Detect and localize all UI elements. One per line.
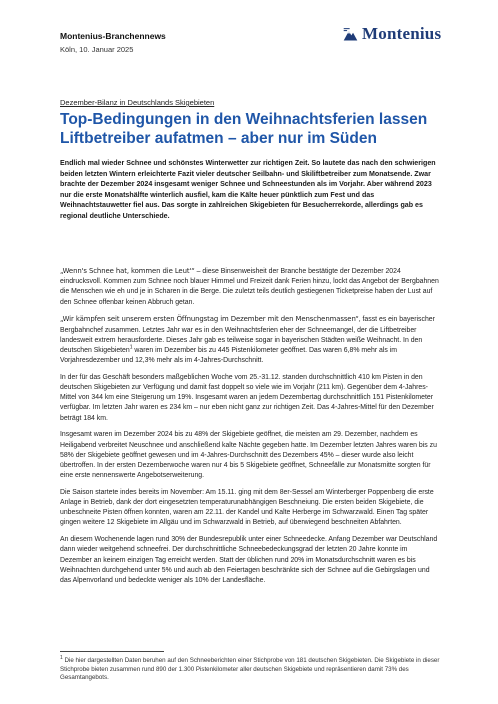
paragraph-2 (60, 314, 440, 366)
footnote-reference[interactable]: 1 (129, 344, 133, 351)
paragraph-3: In der für das Geschäft besonders maßgeblichen Woche vom 25.-31.12. standen durchschnittlich 410 km Pisten in den deutschen Skigebieten zur Verfügung und damit fast doppelt so viele wie im Vorjahr (211 km). Gegenüber dem 4-Jahres-Mittel von 344 km eine Steigerung um 19%. Insgesamt waren an jedem Dezembertag durchschnittlich 151 Pistenkilometer verfügbar. Im letzten Jahr waren es 234 km – nur eben nicht ganz zur richtigen Zeit. Das 4-Jahres-Mittel für den Dezember beträgt 184 km. (60, 373, 434, 422)
article-kicker: Dezember-Bilanz in Deutschlands Skigebieten (60, 98, 215, 107)
footnote-number: 1 (60, 654, 63, 661)
footnote-text: Die hier dargestellten Daten beruhen auf den Schneeberichten einer Stichprobe von 181 deutschen Skigebieten. Die Skigebiete in dieser Stichprobe bieten zusammen rund 890 der 1.300 Pistenkilometer aller deutschen Skigebiete und repräsentieren damit 73% des Gesamtangebots. (60, 657, 440, 682)
paragraph-4: Insgesamt waren im Dezember 2024 bis zu 48% der Skigebiete geöffnet, die meisten am 29. Dezember, nachdem es Heiligabend verbreitet Neuschnee und anschließend kalte Nächte gegeben hatte. Im Dezember letzten Jahres waren bis zu 58% der Skigebiete geöffnet gewesen und im 4-Jahres-Durchschnitt des Dezembers 45% – dieser wurde also leicht übertroffen. In der ersten Dezemberwoche waren nur 4 bis 5 Skigebiete geöffnet, Schneefälle zur Monatsmitte sorgten für eine erste nennenswerte Angebotserweiterung. (60, 431, 437, 480)
article-lead: Endlich mal wieder Schnee und schönstes Winterwetter zur richtigen Zeit. So lautete das nach den schwierigen beiden letzten Wintern erleichterte Fazit vieler deutscher Seilbahn- und Skiliftbetreiber zum Monatsende. Zwar brachte der Dezember 2024 insgesamt weniger Schnee und Schneestunden als im Vorjahr. Aber während 2023 nur die erste Monatshälfte winterlich ausfiel, kam die Kälte heuer pünktlich zum Fest und das Weihnachtstauwetter fiel aus. Das sorgte in zahlreichen Skigebieten für Besucherrekorde, allerdings gab es regional deutliche Unterschiede. (60, 159, 436, 220)
paragraph-5: Die Saison startete indes bereits im November: Am 15.11. ging mit dem 8er-Sessel am Winterberger Poppenberg die erste Anlage in Betrieb, dank der dort eingesetzten temperaturunabhängigen Beschneiung. Die ersten beiden Skigebiete, die unbeschneite Pisten öffnen konnten, waren am 22.11. der Kandel und Kalte Herberge im Schwarzwald. Einen Tag später gingen weitere 12 Skigebiete im Allgäu und im Schwarzwald in Betrieb, auf überwiegend beschneiten Abfahrten. (60, 488, 434, 527)
quote-1: „Wenn's Schnee hat, kommen die Leut'“ (60, 267, 195, 275)
dateline: Köln, 10. Januar 2025 (60, 45, 134, 54)
quote-2: „Wir kämpfen seit unserem ersten Öffnungstag im Dezember mit den Menschenmassen“ (60, 315, 359, 324)
montenius-logo (342, 24, 441, 44)
paragraph-1-text: – diese Binsenweisheit der Branche bestätigte der Dezember 2024 eindrucksvoll. Kommen zum Schnee noch blauer Himmel und Freizeit dank Ferien hinzu, lockt das Angebot der Bergbahnen die Menschen wie eh und je in Scharen in die Berge. Die zuletzt teils deutlich gestiegenen Ticketpreise haben der Lust auf den Schnee offenbar keinen Abbruch getan. (60, 268, 439, 306)
newsletter-title: Montenius-Branchennews (60, 31, 166, 41)
article-headline: Top-Bedingungen in den Weihnachtsferien lassen Liftbetreiber aufatmen – aber nur im Süden (60, 111, 428, 147)
paragraph-2-text-a: , fasst es ein bayerischer Bergbahnchef zusammen. Letztes Jahr war es in den Weihnachtsferien eher der Schneemangel, der die Liftbetreiber landesweit extrem herausforderte. Dieses Jahr gab es teilweise sogar in bayerischen Städten weiße Weihnacht. In den deutschen Skigebieten (60, 316, 435, 354)
paragraph-1 (60, 266, 440, 308)
montenius-mountain-logo-icon (342, 26, 359, 43)
paragraph-2-text-b: waren im Dezember bis zu 445 Pistenkilometer geöffnet. Das waren 6,8% mehr als im Vorjahresdezember und 12,3% mehr als im 4-Jahres-Durchschnitt. (60, 346, 398, 365)
logo-wordmark: Montenius (362, 24, 442, 43)
footnote (60, 654, 440, 683)
article-body (60, 266, 440, 593)
footnote-divider (60, 651, 164, 652)
paragraph-6: An diesem Wochenende lagen rund 30% der Bundesrepublik unter einer Schneedecke. Anfang Dezember war Deutschland dann wieder weitgehend schneefrei. Der durchschnittliche Schneebedeckungsgrad der letzten 20 Jahre konnte im Dezember an keinem einzigen Tag erreicht werden. Statt der üblichen rund 20% im Monatsdurchschnitt waren es bis Weihnachten durchgehend unter 5% und auch ab den Feiertagen beschränkte sich der Schnee auf die Gebirgslagen und das Alpenvorland und bedeckte weniger als 10% der Landesfläche. (60, 536, 438, 584)
